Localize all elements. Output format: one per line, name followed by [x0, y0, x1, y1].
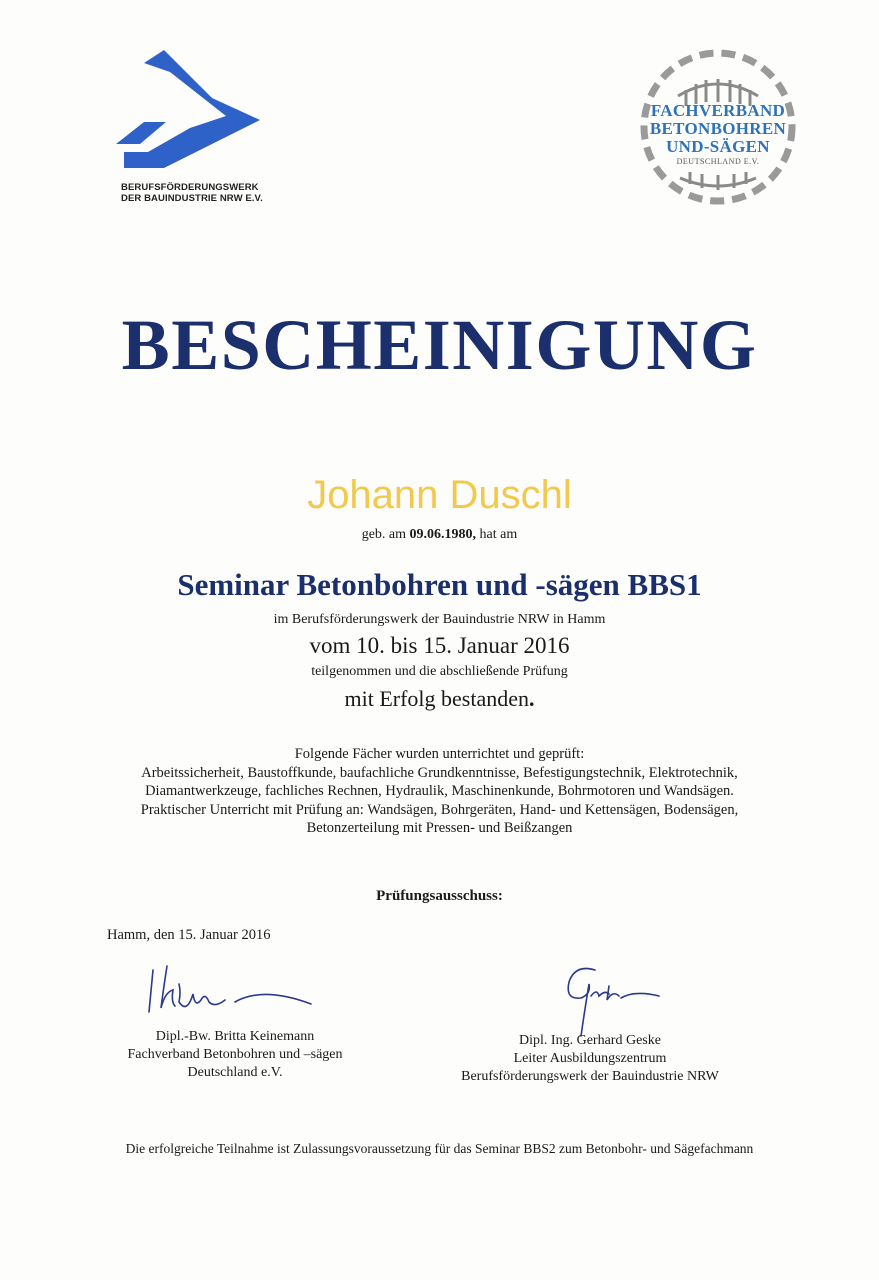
seminar-title: Seminar Betonbohren und -sägen BBS1 [177, 567, 702, 602]
seal-line2: BETONBOHREN [649, 119, 787, 138]
place-date: Hamm, den 15. Januar 2016 [107, 927, 271, 943]
result-text [0, 684, 879, 714]
signatory-left-org2: Deutschland e.V. [187, 1065, 283, 1080]
subjects-line4: Betonzerteilung mit Pressen- und Beißzangen [306, 820, 573, 836]
signatory-left-org1: Fachverband Betonbohren und –sägen [127, 1047, 343, 1062]
subjects-line1: Arbeitssicherheit, Baustoffkunde, baufachliche Grundkenntnisse, Befestigungstechnik, Elektrotechnik, [141, 764, 738, 781]
signatory-left [95, 1028, 375, 1082]
signatory-right-role: Leiter Ausbildungszentrum [513, 1051, 667, 1066]
signature-geske [555, 960, 665, 1040]
seminar-place: im Berufsförderungswerk der Bauindustrie NRW in Hamm [273, 612, 606, 627]
recipient-name: Johann Duschl [307, 473, 572, 517]
birth-date: 09.06.1980, [409, 527, 477, 542]
result-period: . [529, 686, 535, 711]
signatory-right-org: Berufsförderungswerk der Bauindustrie NRW [461, 1069, 719, 1084]
subjects-line3: Praktischer Unterricht mit Prüfung an: Wandsägen, Bohrgeräten, Hand- und Kettensägen, Bodensägen, [140, 801, 739, 818]
subjects-line2: Diamantwerkzeuge, fachliches Rechnen, Hydraulik, Maschinenkunde, Bohrmotoren und Wandsägen. [145, 783, 734, 799]
birth-suffix: hat am [476, 527, 518, 542]
bfw-logo-line1: BERUFSFÖRDERUNGSWERK [121, 182, 259, 193]
certificate-title: BESCHEINIGUNG [121, 305, 758, 385]
subjects-block [0, 745, 879, 838]
committee-heading: Prüfungsausschuss: [376, 888, 503, 904]
seal-line1: FACHVERBAND [650, 101, 786, 120]
bfw-logo-line2: DER BAUINDUSTRIE NRW E.V. [121, 193, 263, 204]
subjects-intro: Folgende Fächer wurden unterrichtet und geprüft: [294, 746, 585, 762]
participation-text: teilgenommen und die abschließende Prüfung [311, 664, 568, 679]
seal-line3: UND-SÄGEN [666, 137, 770, 156]
seal-line4: DEUTSCHLAND E.V. [676, 157, 760, 166]
bfw-logo-text [121, 182, 321, 204]
signatory-right-name: Dipl. Ing. Gerhard Geske [519, 1033, 661, 1048]
signatory-right [430, 1032, 750, 1086]
result-words: mit Erfolg bestanden [344, 686, 529, 711]
footer-note: Die erfolgreiche Teilnahme ist Zulassungsvoraussetzung für das Seminar BBS2 zum Betonbohr- und Sägefachmann [125, 1141, 754, 1156]
signatory-left-name: Dipl.-Bw. Britta Keinemann [155, 1029, 315, 1044]
birth-line [0, 526, 879, 544]
seminar-dates: vom 10. bis 15. Januar 2016 [309, 633, 570, 658]
signature-keinemann [143, 962, 318, 1022]
seal-text [638, 102, 798, 168]
birth-prefix: geb. am [361, 527, 410, 542]
